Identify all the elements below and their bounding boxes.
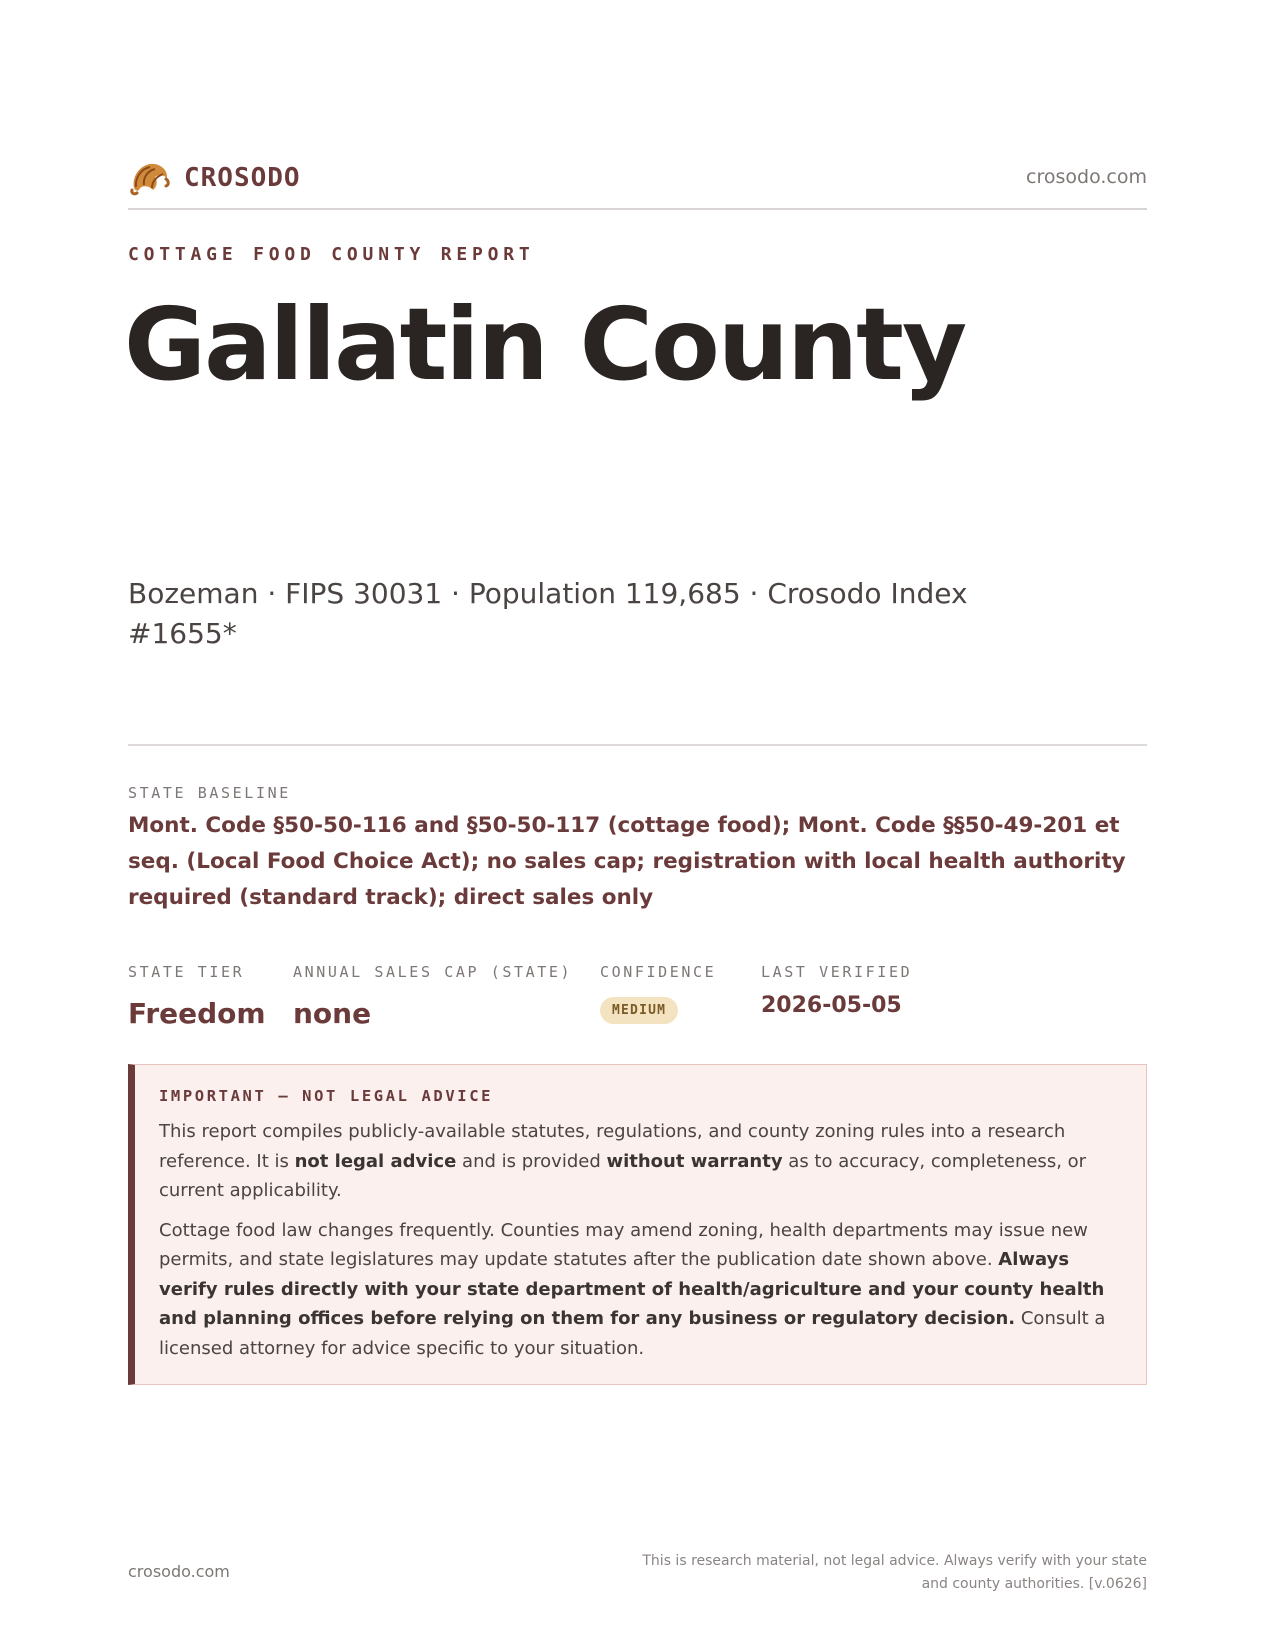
sales-cap-label: ANNUAL SALES CAP (STATE) (293, 963, 573, 981)
sales-cap-value: none (293, 997, 372, 1030)
footer-site-url[interactable]: crosodo.com (128, 1562, 230, 1581)
disclaimer-paragraph (159, 1216, 1124, 1364)
report-page (124, 0, 1147, 1650)
disclaimer-emphasis: not legal advice (294, 1150, 457, 1172)
county-subtitle: Bozeman · FIPS 30031 · Population 119,685 · Crosodo Index #1655* (128, 577, 968, 650)
disclaimer-box (128, 1064, 1147, 1385)
disclaimer-emphasis: Always verify rules directly with your state department of health/agriculture and your county health and planning offices before relying on them for any business or regulatory decision. (159, 1249, 1105, 1329)
croissant-icon (128, 158, 170, 198)
disclaimer-text: and is provided (456, 1150, 607, 1172)
stat-state-tier (128, 963, 266, 1030)
section-divider (128, 744, 1147, 746)
confidence-badge: MEDIUM (600, 997, 678, 1024)
state-baseline-text: Mont. Code §50-50-116 and §50-50-117 (cottage food); Mont. Code §§50-49-201 et seq. (Local Food Choice Act); no sales cap; registration with local health authority required (standard track); direct sales only (128, 813, 1126, 910)
page-title: Gallatin County (124, 286, 966, 403)
brand-name: CROSODO (184, 163, 301, 193)
disclaimer-text: This report compiles publicly-available statutes, regulations, and county zoning rules into a research reference. It is (159, 1121, 1066, 1172)
footer-note: This is research material, not legal advice. Always verify with your state and county authorities. [v.0626] (642, 1553, 1147, 1592)
stat-sales-cap (293, 963, 572, 1030)
brand[interactable] (128, 158, 301, 198)
last-verified-label: LAST VERIFIED (761, 963, 913, 981)
disclaimer-emphasis: without warranty (606, 1150, 783, 1172)
stat-confidence (600, 963, 716, 1024)
state-tier-value: Freedom (128, 997, 266, 1030)
disclaimer-text: as to accuracy, completeness, or current applicability. (159, 1150, 1087, 1201)
state-tier-label: STATE TIER (128, 963, 245, 981)
site-url-link[interactable]: crosodo.com (1026, 166, 1147, 188)
disclaimer-text: Consult a licensed attorney for advice specific to your situation. (159, 1308, 1106, 1359)
page-header (128, 158, 1147, 210)
confidence-label: CONFIDENCE (600, 963, 717, 981)
state-baseline-label: STATE BASELINE (128, 784, 291, 802)
disclaimer-paragraph (159, 1117, 1124, 1206)
disclaimer-text: Cottage food law changes frequently. Counties may amend zoning, health departments may issue new permits, and state legislatures may update statutes after the publication date shown above. (159, 1219, 1088, 1270)
disclaimer-title: IMPORTANT — NOT LEGAL ADVICE (159, 1087, 494, 1105)
last-verified-value: 2026-05-05 (761, 993, 902, 1018)
stat-last-verified (761, 963, 912, 1018)
report-eyebrow: COTTAGE FOOD COUNTY REPORT (128, 244, 535, 265)
